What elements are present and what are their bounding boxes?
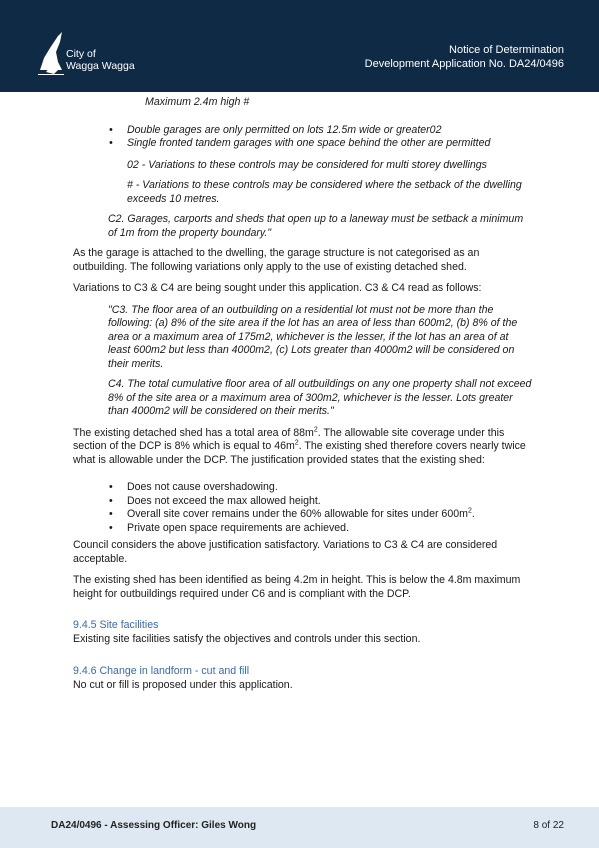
logo-line2: Wagga Wagga: [66, 60, 135, 72]
superscript: 2: [313, 425, 318, 433]
clause-c2: C2. Garages, carports and sheds that open up to a laneway must be setback a minimum of 1m from the property boundary.": [108, 213, 524, 239]
section-heading: 9.4.6 Change in landform - cut and fill: [73, 665, 250, 677]
note-hash: # - Variations to these controls may be considered where the setback of the dwelling exceeds 10 metres.: [127, 179, 522, 205]
superscript: 2: [467, 507, 472, 515]
paragraph: As the garage is attached to the dwelling, the garage structure is not categorised as an outbuilding. The following variations only apply to the use of existing detached shed.: [73, 247, 480, 273]
page-number: 8 of 22: [533, 820, 564, 831]
section-heading: 9.4.5 Site facilities: [73, 619, 159, 631]
paragraph: Existing site facilities satisfy the objectives and controls under this section.: [73, 632, 421, 645]
header-title-line2: Development Application No. DA24/0496: [364, 58, 564, 70]
garage-list: [73, 124, 533, 151]
paragraph: No cut or fill is proposed under this application.: [73, 678, 293, 691]
justification-list: [73, 481, 533, 535]
clause-c4: C4. The total cumulative floor area of all outbuildings on any one property shall not exceed 8% of the site area or a maximum area of 300m2, whichever is the lesser. Lots greater than 4000m2 will be considered on their merits.": [108, 378, 532, 417]
list-item: • Does not cause overshadowing.: [73, 481, 533, 495]
logo-text: [66, 48, 135, 72]
list-item: • Private open space requirements are achieved.: [73, 522, 533, 536]
header-title: [365, 43, 564, 71]
note-02: 02 - Variations to these controls may be considered for multi storey dwellings: [127, 158, 487, 171]
header-title-line1: Notice of Determination: [449, 44, 564, 56]
page-header: [0, 0, 599, 92]
text-span: Overall site cover remains under the 60% allowable for sites under 600m: [127, 508, 468, 520]
max-height-text: Maximum 2.4m high #: [145, 96, 250, 108]
footer-officer: DA24/0496 - Assessing Officer: Giles Wong: [51, 820, 257, 831]
text-span: . The existing shed therefore covers nearly twice what is allowable under the DCP. The justification provided states that the existing shed:: [73, 440, 526, 466]
superscript: 2: [294, 439, 299, 447]
paragraph: [73, 427, 533, 468]
list-item: • Double garages are only permitted on lots 12.5m wide or greater02: [73, 124, 533, 138]
logo-line1: City of: [66, 48, 96, 60]
text-span: . The allowable site coverage under this section of the DCP is 8% which is equal to 46m: [73, 426, 505, 452]
text-span: The existing detached shed has a total area of 88m: [73, 426, 314, 439]
paragraph: The existing shed has been identified as being 4.2m in height. This is below the 4.8m maximum height for outbuildings required under C6 and is compliant with the DCP.: [73, 574, 521, 600]
list-item: • Does not exceed the max allowed height.: [73, 495, 533, 509]
list-item: [73, 508, 533, 522]
paragraph: Variations to C3 & C4 are being sought under this application. C3 & C4 read as follows:: [73, 282, 482, 294]
text-span: .: [471, 508, 475, 520]
paragraph: Council considers the above justification satisfactory. Variations to C3 & C4 are considered acceptable.: [73, 539, 498, 565]
list-item: • Single fronted tandem garages with one space behind the other are permitted: [73, 137, 533, 151]
page-content: [73, 96, 533, 692]
clause-c3: "C3. The floor area of an outbuilding on a residential lot must not be more than the following: (a) 8% of the site area if the lot has an area of less than 600m2, (b) 8% of the area or a maximum area of 175m2, whichever is the lesser, if the lot has an area of at least 600m2 but less than 4000m2, (c) Lots greater than 4000m2 will be considered on their merits.: [108, 303, 518, 370]
page-footer: [0, 807, 599, 848]
